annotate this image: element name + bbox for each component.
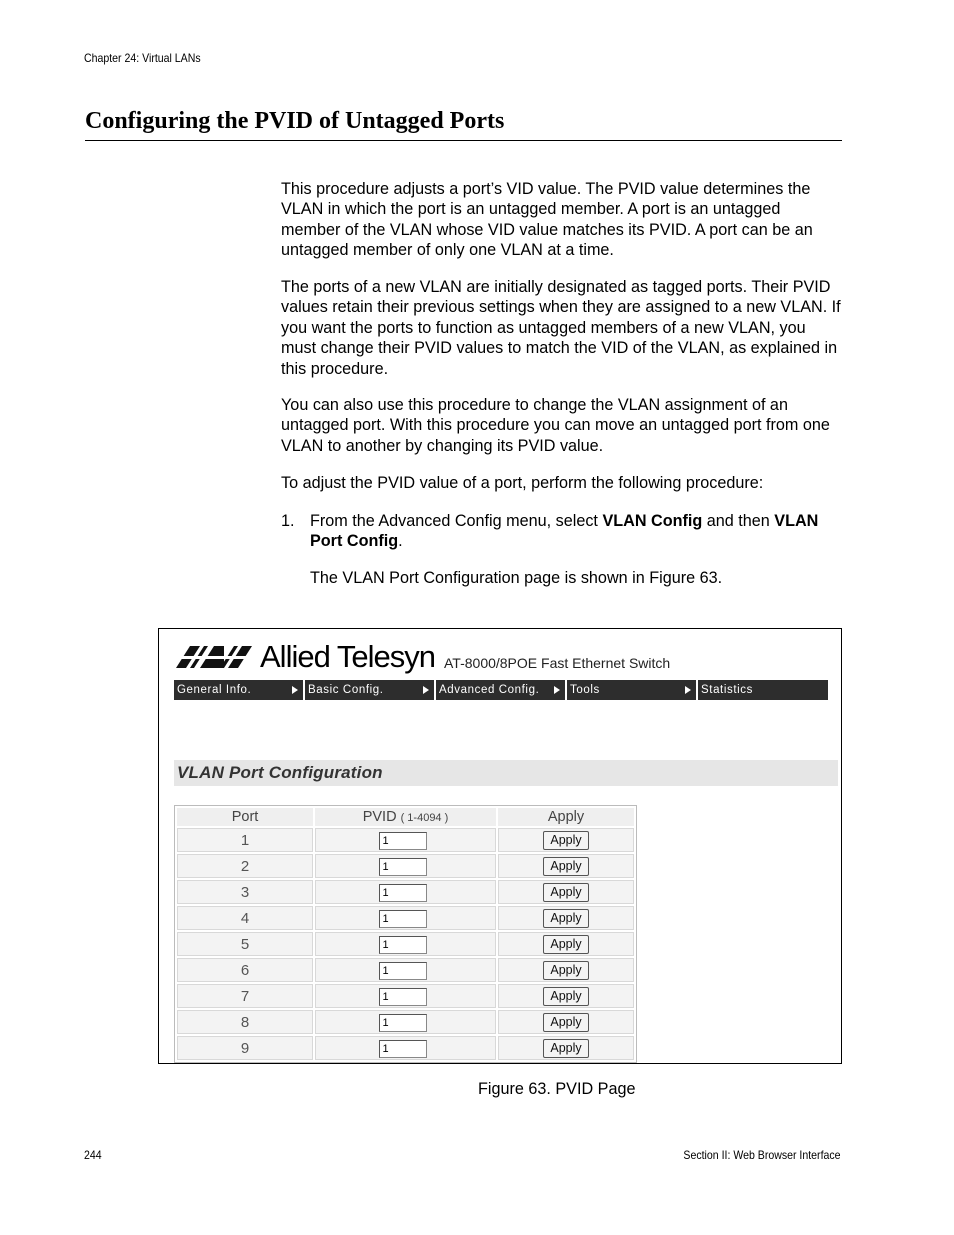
apply-button[interactable]: Apply: [543, 935, 589, 954]
nav-label: Tools: [570, 684, 600, 696]
apply-cell: [498, 984, 634, 1008]
pvid-input[interactable]: [379, 962, 427, 980]
pvid-input[interactable]: [379, 910, 427, 928]
nav-basic-config[interactable]: [305, 680, 434, 700]
pvid-cell: [315, 828, 496, 852]
footer-section: Section II: Web Browser Interface: [683, 1148, 841, 1162]
triangle-right-icon: [292, 686, 298, 694]
pvid-range: ( 1-4094 ): [400, 812, 449, 824]
port-number: 6: [177, 958, 313, 982]
table-row: [177, 984, 634, 1008]
apply-button[interactable]: Apply: [543, 857, 589, 876]
nav-advanced-config[interactable]: [436, 680, 565, 700]
pvid-input[interactable]: [379, 1014, 427, 1032]
menu-vlan-config: VLAN Config: [602, 512, 703, 530]
pvid-input[interactable]: [379, 988, 427, 1006]
table-row: [177, 958, 634, 982]
pvid-cell: [315, 880, 496, 904]
table-row: [177, 906, 634, 930]
apply-cell: [498, 880, 634, 904]
apply-button[interactable]: Apply: [543, 1013, 589, 1032]
column-header-port: Port: [177, 808, 313, 826]
nav-tools[interactable]: [567, 680, 696, 700]
page-number: 244: [84, 1148, 102, 1162]
triangle-right-icon: [423, 686, 429, 694]
chapter-header: Chapter 24: Virtual LANs: [84, 51, 201, 65]
port-number: 1: [177, 828, 313, 852]
nav-label: Advanced Config.: [439, 684, 540, 696]
triangle-right-icon: [685, 686, 691, 694]
port-number: 5: [177, 932, 313, 956]
pvid-input[interactable]: [379, 858, 427, 876]
step-number: 1.: [281, 512, 295, 530]
nav-label: Statistics: [701, 684, 754, 696]
apply-button[interactable]: Apply: [543, 1039, 589, 1058]
main-nav: [174, 680, 830, 700]
apply-button[interactable]: Apply: [543, 987, 589, 1006]
paragraph-4: To adjust the PVID value of a port, perform the following procedure:: [281, 474, 764, 492]
apply-button[interactable]: Apply: [543, 883, 589, 902]
nav-label: General Info.: [177, 684, 252, 696]
table-row: [177, 828, 634, 852]
port-number: 3: [177, 880, 313, 904]
table-body: [177, 828, 634, 1060]
vlan-port-table: [174, 805, 637, 1063]
nav-label: Basic Config.: [308, 684, 384, 696]
table-row: [177, 1010, 634, 1034]
apply-button[interactable]: Apply: [543, 961, 589, 980]
pvid-cell: [315, 958, 496, 982]
pvid-input[interactable]: [379, 936, 427, 954]
step-text-after: .: [398, 532, 403, 551]
step-text: [310, 511, 843, 552]
section-title: VLAN Port Configuration: [177, 763, 383, 782]
step-text-middle: and then: [702, 512, 775, 530]
title-rule: [85, 140, 842, 141]
paragraph-2: The ports of a new VLAN are initially designated as tagged ports. Their PVID values retain their previous settings when they are assigned to a new VLAN. If you want the ports to function as untagged members of a new VLAN, you must change their PVID values to match the VID of the VLAN, as explained in this procedure.: [281, 278, 841, 378]
apply-cell: [498, 958, 634, 982]
menu-vlan-port-config: VLAN Port Config: [310, 512, 819, 551]
pvid-input[interactable]: [379, 1040, 427, 1058]
table-row: [177, 1036, 634, 1060]
pvid-cell: [315, 932, 496, 956]
apply-cell: [498, 1010, 634, 1034]
step-text-before: From the Advanced Config menu, select: [310, 512, 603, 530]
allied-telesyn-logo-icon: [176, 644, 256, 670]
triangle-right-icon: [554, 686, 560, 694]
pvid-cell: [315, 984, 496, 1008]
figure-screenshot: [158, 628, 842, 1064]
figure-caption: Figure 63. PVID Page: [478, 1080, 636, 1098]
paragraph-1: This procedure adjusts a port’s VID value. The PVID value determines the VLAN in which the port is an untagged member. A port is an untagged member of the VLAN whose VID value matches its PVID. A port can be an untagged member of only one VLAN at a time.: [281, 180, 813, 260]
table-row: [177, 854, 634, 878]
pvid-cell: [315, 1036, 496, 1060]
port-number: 4: [177, 906, 313, 930]
port-number: 8: [177, 1010, 313, 1034]
apply-cell: [498, 1036, 634, 1060]
pvid-cell: [315, 1010, 496, 1034]
pvid-input[interactable]: [379, 884, 427, 902]
table-header-row: [177, 808, 634, 826]
paragraph-3: You can also use this procedure to change the VLAN assignment of an untagged port. With this procedure you can move an untagged port from one VLAN to another by changing its PVID value.: [281, 396, 830, 455]
port-number: 9: [177, 1036, 313, 1060]
table-row: [177, 880, 634, 904]
step-1-result: The VLAN Port Configuration page is shown in Figure 63.: [310, 569, 723, 587]
apply-cell: [498, 932, 634, 956]
product-name: AT-8000/8POE Fast Ethernet Switch: [444, 655, 671, 671]
pvid-cell: [315, 906, 496, 930]
apply-button[interactable]: Apply: [543, 831, 589, 850]
section-band: [174, 760, 838, 786]
port-number: 2: [177, 854, 313, 878]
pvid-cell: [315, 854, 496, 878]
pvid-label: PVID: [362, 809, 397, 825]
table-row: [177, 932, 634, 956]
nav-statistics[interactable]: [698, 680, 828, 700]
apply-cell: [498, 828, 634, 852]
port-number: 7: [177, 984, 313, 1008]
page-title: Configuring the PVID of Untagged Ports: [85, 108, 505, 134]
apply-cell: [498, 854, 634, 878]
brand-name: Allied Telesyn: [260, 639, 435, 674]
apply-button[interactable]: Apply: [543, 909, 589, 928]
pvid-input[interactable]: [379, 832, 427, 850]
apply-cell: [498, 906, 634, 930]
column-header-apply: Apply: [498, 808, 634, 826]
nav-general-info[interactable]: [174, 680, 303, 700]
column-header-pvid: [315, 808, 496, 826]
